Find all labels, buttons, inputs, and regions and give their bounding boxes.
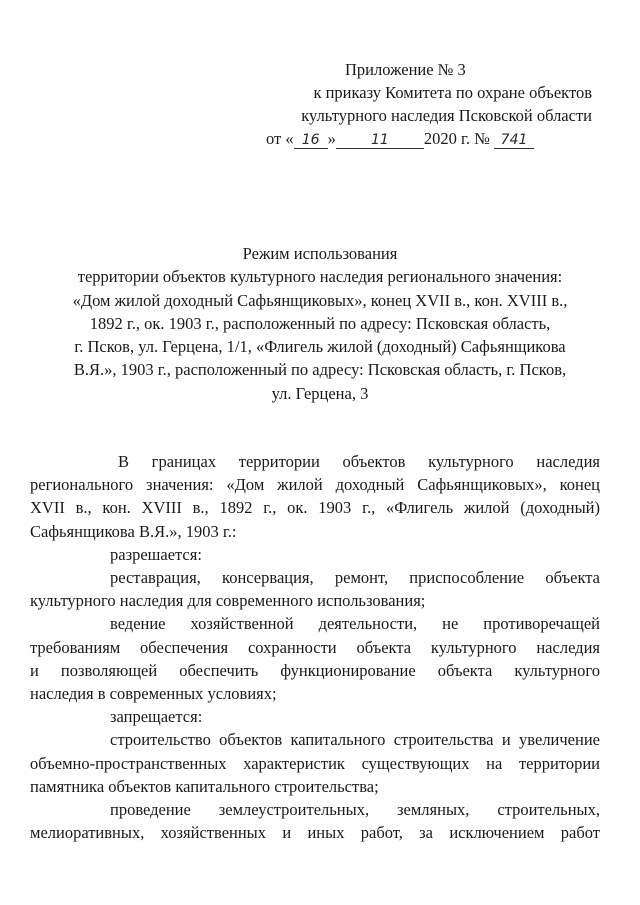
paragraph-line: строительство объектов капитального строительства и увеличение	[110, 730, 600, 750]
date-year: 2020 г. №	[423, 129, 490, 148]
handwritten-order-number: 741	[494, 132, 534, 149]
appendix-committee: культурного наследия Псковской области	[301, 106, 592, 125]
title-line: Режим использования	[242, 244, 398, 263]
document-title	[40, 242, 600, 405]
title-line: г. Псков, ул. Герцена, 1/1, «Флигель жилой (доходный) Сафьянщикова	[74, 337, 566, 357]
paragraph-line: культурного наследия для современного использования;	[30, 591, 426, 611]
paragraph-line: требованиям обеспечения сохранности объекта культурного наследия	[30, 637, 600, 657]
appendix-header	[262, 58, 592, 150]
paragraph-line: памятника объектов капитального строительства;	[30, 776, 379, 796]
title-line: ул. Герцена, 3	[271, 383, 369, 403]
appendix-number: Приложение № 3	[345, 60, 466, 79]
paragraph-line: В границах территории объектов культурного наследия	[118, 452, 600, 471]
paragraph-line: XVII в., кон. XVIII в., 1892 г., ок. 1903 г., «Флигель жилой (доходный)	[30, 498, 600, 518]
appendix-date-line	[262, 127, 592, 150]
title-line: 1892 г., ок. 1903 г., расположенный по адресу: Псковская область,	[89, 313, 551, 333]
paragraph-line: наследия в современных условиях;	[30, 684, 277, 704]
paragraph-line: объемно-пространственных характеристик существующих на территории	[30, 753, 600, 773]
title-line: В.Я.», 1903 г., расположенный по адресу: Псковская область, г. Псков,	[73, 360, 567, 380]
title-line: «Дом жилой доходный Сафьянщиковых», конец XVII в., кон. XVIII в.,	[72, 290, 568, 310]
title-line: территории объектов культурного наследия регионального значения:	[77, 267, 563, 287]
allowed-heading: разрешается:	[110, 544, 202, 564]
date-mid: »	[327, 129, 336, 148]
forbidden-heading: запрещается:	[110, 707, 203, 727]
paragraph-line: регионального значения: «Дом жилой доходный Сафьянщиковых», конец	[30, 475, 600, 495]
paragraph-line: Сафьянщикова В.Я.», 1903 г.:	[30, 521, 237, 541]
paragraph-line: реставрация, консервация, ремонт, приспособление объекта	[110, 568, 600, 588]
handwritten-month: 11	[336, 132, 424, 149]
appendix-order-ref: к приказу Комитета по охране объектов	[313, 83, 592, 102]
paragraph-line: и позволяющей обеспечить функционирование объекта культурного	[30, 660, 600, 680]
document-body	[30, 450, 600, 844]
date-prefix: от «	[266, 129, 294, 148]
paragraph-line: проведение землеустроительных, земляных, строительных,	[110, 800, 600, 820]
paragraph-line: ведение хозяйственной деятельности, не противоречащей	[110, 614, 600, 634]
handwritten-day: 16	[294, 132, 328, 149]
paragraph-line: мелиоративных, хозяйственных и иных работ, за исключением работ	[30, 823, 600, 843]
